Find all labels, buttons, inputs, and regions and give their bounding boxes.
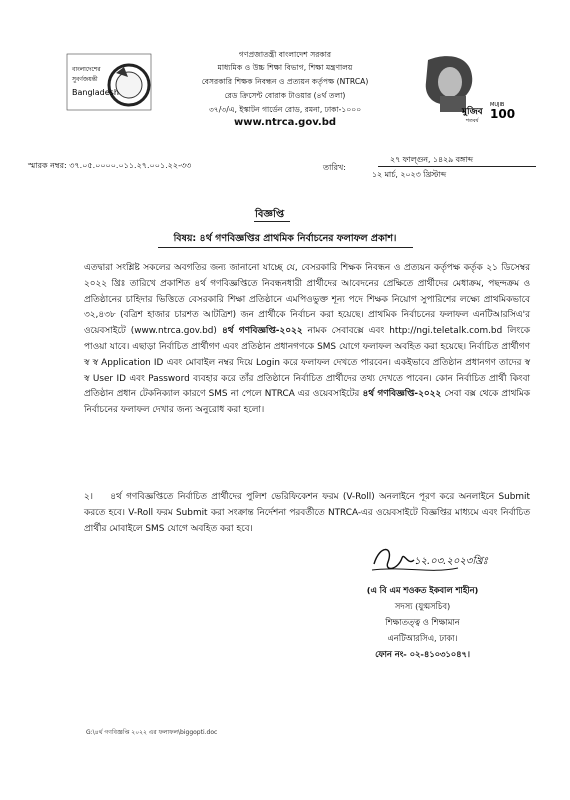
- signatory-department: শিক্ষাতত্ত্ব ও শিক্ষামান: [385, 617, 460, 627]
- right-logo-line-1: মুজিব: [462, 107, 483, 117]
- subject-line: বিষয়: ৪র্থ গণবিজ্ঞপ্তির প্রাথমিক নির্বাচনের ফলাফল প্রকাশ।: [173, 233, 397, 244]
- notice-title: বিজ্ঞপ্তি: [255, 209, 285, 220]
- para1-bold-2: ৪র্থ গণবিজ্ঞপ্তি-২০২২: [362, 389, 442, 400]
- header-line-ministry: মাধ্যমিক ও উচ্চ শিক্ষা বিভাগ, শিক্ষা মন্ত্রণালয়: [217, 63, 353, 72]
- left-logo-line-2: সুবর্ণজয়ন্তী: [72, 76, 98, 83]
- subject-underline: [158, 247, 413, 248]
- left-logo-line-1: বাংলাদেশের: [72, 66, 101, 73]
- body-paragraph-2: [84, 490, 530, 537]
- header-line-ntrca: বেসরকারি শিক্ষক নিবন্ধন ও প্রত্যয়ন কর্তৃপক্ষ (NTRCA): [201, 77, 369, 86]
- memo-number: স্মারক নম্বর: ৩৭.০৫.০০০০.০১১.২৭.০০১.২২-৩৩: [28, 161, 192, 170]
- signatory-phone: ফোন নং- ০২-৪১০৩১০৪৭।: [375, 649, 470, 659]
- para1-text-3: সেবা বক্স থেকে প্রাথমিক নির্বাচনের ফলাফল দেখার জন্য অনুরোধ করা হলো।: [84, 389, 531, 416]
- signature-date: ১২.০৩.২০২৩খ্রিঃ: [414, 556, 488, 567]
- date-bangla: ২৭ ফাল্গুন, ১৪২৯ বঙ্গাব্দ: [390, 155, 473, 164]
- date-divider: [378, 166, 536, 167]
- body-paragraph-1: [84, 261, 530, 419]
- right-logo-line-2: শতবর্ষ: [466, 118, 479, 124]
- signatory-designation: সদস্য (যুগ্মসচিব): [394, 601, 451, 611]
- para1-text-2: নামক সেবাবক্সে এবং http://ngi.teletalk.com.bd লিংকে পাওয়া যাবে। এছাড়া নির্বাচিত প্রার্থীগণ এবং প্রতিষ্ঠান প্রধানগণকে SMS যোগে ফলাফল অবহিত করা হয়েছে। নির্বাচিত প্রার্থীগণ স্ব স্ব Application ID এবং মোবাইল নম্বর দিয়ে Login করে ফলাফল দেখতে পারবেন। একইভাবে প্রতিষ্ঠান প্রধানগণ তাদের স্ব স্ব User ID এবং Password ব্যবহার করে তাঁর প্রতিষ্ঠানে নির্বাচিত প্রার্থীদের তথ্য দেখতে পাবেন। কোন নির্বাচিত প্রার্থী কিংবা প্রতিষ্ঠান প্রধান টেকনিক্যাল কারণে SMS না পেলে NTRCA এর ওয়েবসাইটের: [84, 326, 530, 400]
- date-gregorian: ১২ মার্চ, ২০২৩ খ্রিস্টাব্দ: [372, 170, 446, 179]
- signatory-office: এনটিআরসিএ, ঢাকা।: [387, 633, 458, 643]
- signature-scribble: [368, 540, 528, 578]
- header-website: www.ntrca.gov.bd: [233, 117, 337, 128]
- file-path-footer: G:\৪র্থ গণবিজ্ঞপ্তি ২০২২ এর ফলাফল\biggopti.doc: [86, 729, 218, 736]
- para1-text-1: এতদ্বারা সংশ্লিষ্ট সকলের অবগতির জন্য জানানো যাচ্ছে যে, বেসরকারি শিক্ষক নিবন্ধন ও প্রত্যয়ন কর্তৃপক্ষ কর্তৃক ২১ ডিসেম্বর ২০২২ খ্রিঃ তারিখে প্রকাশিত ৪র্থ গণবিজ্ঞপ্তিতে নিবন্ধনধারী প্রার্থীদের আবেদনের প্রেক্ষিতে প্রার্থীদের মেধাক্রম, পছন্দক্রম ও প্রতিষ্ঠানের চাহিদার ভিত্তিতে বেসরকারি শিক্ষা প্রতিষ্ঠানে এমপিওভুক্ত শূন্য পদে শিক্ষক নিয়োগ সুপারিশের লক্ষ্যে প্রাথমিকভাবে ৩২,৪৩৮ (বত্রিশ হাজার চারশত আটত্রিশ) জন প্রার্থীকে নির্বাচন করা হয়েছে। প্রাথমিক নির্বাচনের ফলাফল এনটিআরসিএ'র ওয়েবসাইটে (www.ntrca.gov.bd): [84, 263, 530, 337]
- right-logo-line-4: 100: [490, 107, 516, 121]
- header-line-address: ৩৭/৩/এ, ইস্কাটন গার্ডেন রোড, রমনা, ঢাকা-১০০০: [208, 105, 362, 114]
- para2-text: ৪র্থ গণবিজ্ঞপ্তিতে নির্বাচিত প্রার্থীদের পুলিশ ভেরিফিকেশন ফরম (V-Roll) অনলাইনে পূরণ করে অনলাইনে Submit করতে হবে। V-Roll ফরম Submit করা সংক্রান্ত নির্দেশনা পরবর্তীতে NTRCA-এর ওয়েবসাইটে বিজ্ঞপ্তির মাধ্যমে এবং নির্বাচিত প্রার্থীর মোবাইলে SMS যোগে অবহিত করা হবে।: [84, 492, 530, 534]
- left-logo-line-3: Bangladesh: [72, 88, 119, 97]
- notice-title-underline: [254, 221, 290, 222]
- para2-number: ২।: [84, 492, 93, 502]
- right-logo-line-3: MUJIB: [490, 102, 505, 108]
- header-line-govt: গণপ্রজাতন্ত্রী বাংলাদেশ সরকার: [238, 50, 332, 59]
- para1-bold-1: ৪র্থ গণবিজ্ঞপ্তি-২০২২: [221, 326, 303, 337]
- signatory-name: (এ বি এম শওকত ইকবাল শাহীন): [366, 585, 479, 595]
- date-label: তারিখ:: [323, 163, 346, 172]
- header-line-building: রেড ক্রিসেন্ট বোরাক টাওয়ার (৪র্থ তলা): [224, 91, 346, 100]
